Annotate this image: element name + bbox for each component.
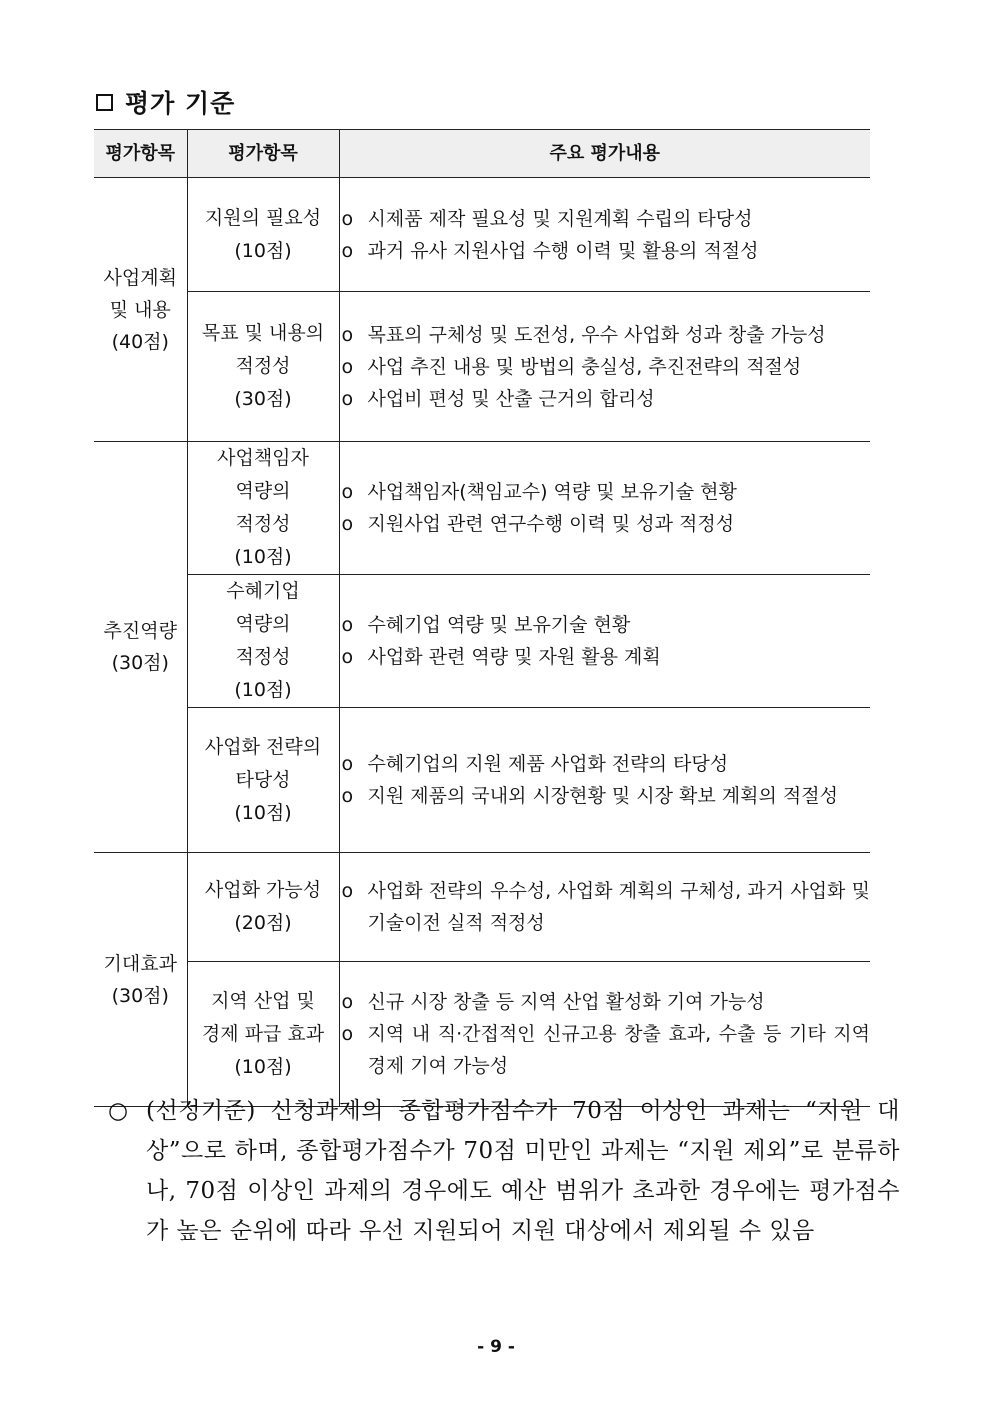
category-line: 추진역량	[103, 620, 177, 642]
table-body	[94, 178, 870, 1107]
evaluation-criteria-table	[94, 129, 870, 1107]
category-cell	[94, 853, 187, 1107]
subcategory-line: 적정성	[235, 355, 291, 377]
content-cell	[339, 708, 870, 853]
category-line: (40점)	[111, 330, 169, 353]
content-cell	[339, 575, 870, 708]
subcategory-line: (10점)	[234, 546, 292, 568]
subcategory-line: 지원의 필요성	[204, 206, 322, 229]
content-item	[340, 508, 871, 540]
content-item	[340, 609, 871, 641]
category-line: 기대효과	[103, 952, 177, 975]
content-text: 지원 제품의 국내외 시장현황 및 시장 확보 계획의 적절성	[367, 785, 838, 807]
table-header-row	[94, 130, 870, 178]
subcategory-line: (10점)	[234, 801, 292, 824]
subcategory-cell	[187, 853, 339, 962]
content-item	[340, 383, 871, 415]
content-text: 수혜기업 역량 및 보유기술 현황	[367, 614, 631, 636]
bullet-icon: o	[341, 614, 354, 636]
subcategory-line: 적정성	[235, 513, 291, 535]
subcategory-line: 역량의	[235, 613, 291, 635]
content-item	[340, 235, 871, 267]
subcategory-cell	[187, 962, 339, 1107]
category-line: 사업계획	[103, 266, 177, 289]
section-title	[96, 84, 235, 120]
note-text: (선정기준) 신청과제의 종합평가점수가 70점 이상인 과제는 “지원 대상”으로 하며, 종합평가점수가 70점 미만인 과제는 “지원 제외”로 분류하나, 70점 이상인 과제의 경우에도 예산 범위가 초과한 경우에는 평가점수가 높은 순위에 따라 우선 지원되어 지원 대상에서 제외될 수 있음	[146, 1098, 900, 1244]
subcategory-line: 사업화 가능성	[204, 879, 322, 901]
subcategory-line: (20점)	[234, 912, 292, 934]
content-item	[340, 1018, 871, 1082]
bullet-icon: o	[341, 239, 354, 262]
subcategory-line: 역량의	[235, 480, 291, 502]
content-item	[340, 351, 871, 383]
category-line: 및 내용	[109, 298, 171, 321]
note-bullet: ○	[108, 1098, 129, 1124]
category-cell	[94, 442, 187, 853]
content-cell	[339, 178, 870, 292]
bullet-icon: o	[341, 323, 354, 346]
subcategory-cell	[187, 708, 339, 853]
category-line: (30점)	[111, 652, 169, 674]
content-text: 사업책임자(책임교수) 역량 및 보유기술 현황	[367, 481, 737, 503]
content-text: 과거 유사 지원사업 수행 이력 및 활용의 적절성	[367, 239, 759, 262]
content-item	[340, 748, 871, 780]
bullet-icon: o	[341, 355, 354, 378]
table-row	[94, 708, 870, 853]
content-text: 지역 내 직·간접적인 신규고용 창출 효과, 수출 등 기타 지역 경제 기여 가능성	[367, 1023, 870, 1077]
content-item	[340, 319, 871, 351]
subcategory-cell	[187, 442, 339, 575]
subcategory-line: 지역 산업 및	[211, 989, 315, 1012]
page-number: - 9 -	[477, 1337, 515, 1357]
bullet-icon: o	[341, 753, 354, 775]
selection-criteria-note	[108, 1091, 900, 1251]
section-title-text: 평가 기준	[125, 89, 236, 118]
header-subcategory: 평가항목	[187, 130, 339, 178]
header-content: 주요 평가내용	[339, 130, 870, 178]
subcategory-line: (10점)	[234, 679, 292, 701]
content-item	[340, 875, 871, 939]
content-text: 시제품 제작 필요성 및 지원계획 수립의 타당성	[367, 207, 753, 230]
content-cell	[339, 962, 870, 1107]
content-cell	[339, 442, 870, 575]
subcategory-line: 적정성	[235, 646, 291, 668]
bullet-icon: o	[341, 880, 354, 902]
subcategory-line: 사업화 전략의	[204, 735, 322, 758]
subcategory-line: 사업책임자	[217, 447, 309, 469]
content-text: 사업화 관련 역량 및 자원 활용 계획	[367, 646, 661, 668]
table-row	[94, 442, 870, 575]
bullet-icon: o	[341, 387, 354, 410]
subcategory-line: (30점)	[234, 388, 292, 410]
content-item	[340, 203, 871, 235]
content-text: 지원사업 관련 연구수행 이력 및 성과 적정성	[367, 513, 735, 535]
content-item	[340, 986, 871, 1018]
content-item	[340, 780, 871, 812]
category-cell	[94, 178, 187, 442]
content-cell	[339, 292, 870, 442]
header-category: 평가항목	[94, 130, 187, 178]
checkbox-icon	[96, 94, 113, 111]
content-text: 사업화 전략의 우수성, 사업화 계획의 구체성, 과거 사업화 및 기술이전 실적 적정성	[367, 880, 870, 934]
bullet-icon: o	[341, 991, 354, 1013]
table-row	[94, 178, 870, 292]
subcategory-line: (10점)	[234, 239, 292, 262]
content-text: 사업비 편성 및 산출 근거의 합리성	[367, 387, 655, 410]
content-text: 사업 추진 내용 및 방법의 충실성, 추진전략의 적절성	[367, 355, 802, 378]
bullet-icon: o	[341, 481, 354, 503]
bullet-icon: o	[341, 207, 354, 230]
subcategory-line: 수혜기업	[226, 580, 300, 602]
bullet-icon: o	[341, 1023, 354, 1045]
subcategory-cell	[187, 575, 339, 708]
table-row	[94, 575, 870, 708]
subcategory-line: (10점)	[234, 1055, 292, 1078]
subcategory-line: 타당성	[235, 768, 291, 791]
subcategory-cell	[187, 292, 339, 442]
subcategory-line: 경제 파급 효과	[201, 1022, 325, 1045]
bullet-icon: o	[341, 513, 354, 535]
content-item	[340, 476, 871, 508]
table-row	[94, 962, 870, 1107]
content-text: 목표의 구체성 및 도전성, 우수 사업화 성과 창출 가능성	[367, 323, 826, 346]
bullet-icon: o	[341, 785, 354, 807]
table-row	[94, 292, 870, 442]
category-line: (30점)	[111, 984, 169, 1007]
content-item	[340, 641, 871, 673]
subcategory-cell	[187, 178, 339, 292]
bullet-icon: o	[341, 646, 354, 668]
content-text: 신규 시장 창출 등 지역 산업 활성화 기여 가능성	[367, 991, 765, 1013]
table-row	[94, 853, 870, 962]
content-text: 수혜기업의 지원 제품 사업화 전략의 타당성	[367, 753, 729, 775]
subcategory-line: 목표 및 내용의	[201, 322, 325, 344]
content-cell	[339, 853, 870, 962]
